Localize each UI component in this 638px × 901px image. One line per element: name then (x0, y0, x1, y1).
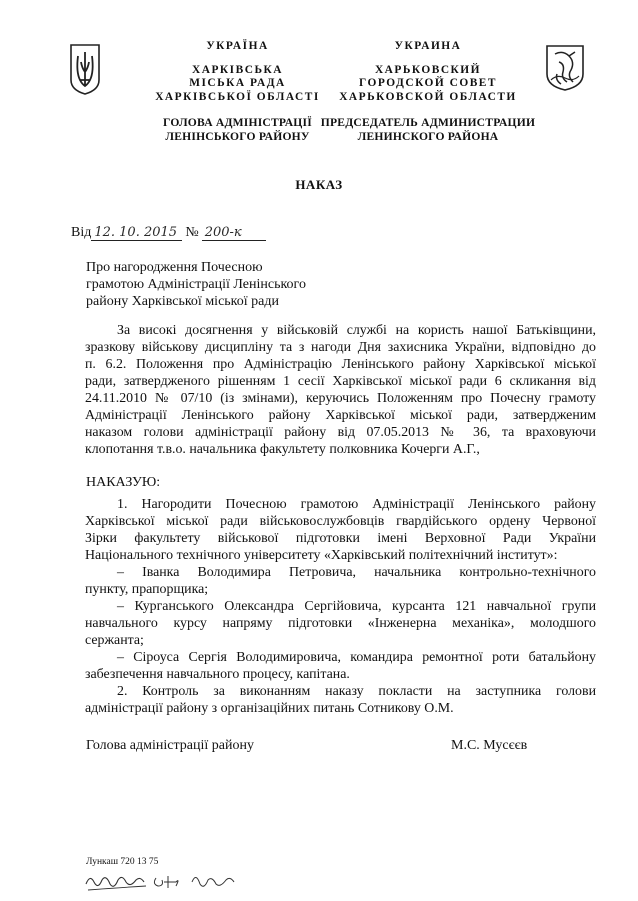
preamble-line: За високі досягнення у військовій службі на користь нашої Батьківщини, (117, 323, 596, 338)
order-number: 200-к (202, 226, 266, 241)
office-line-1-ua: ГОЛОВА АДМІНІСТРАЦІЇ (163, 116, 312, 129)
order-subject (86, 259, 346, 310)
subject-line: Про нагородження Почесною (86, 260, 263, 275)
preamble-line: 24.11.2010 № 07/10 (із змінами), керуючись Положенням про Почесну грамоту (85, 391, 596, 406)
item-line: Зірки факультету військової підготовки імені Верховної Ради України (85, 531, 596, 546)
council-line-3-ua: ХАРКІВСЬКОЇ ОБЛАСТІ (155, 90, 320, 103)
handwritten-signatures (84, 868, 284, 896)
from-label: Від (71, 225, 92, 240)
header-russian (318, 40, 538, 143)
subject-line: грамотою Адміністрації Ленінського (86, 277, 306, 292)
item-line: пункту, прапорщика; (85, 582, 209, 597)
preamble-line: клопотання т.в.о. начальника факультету полковника Кочерги А.Г., (85, 442, 480, 457)
country-name-ua: УКРАЇНА (206, 40, 269, 52)
item-line: – Сіроуса Сергія Володимировича, командира ремонтної роти батальйону (117, 650, 596, 665)
item-line: навчального курсу напряму підготовки «Інженерна механіка», молодшого (85, 616, 596, 631)
council-line-3-ru: ХАРЬКОВСКОЙ ОБЛАСТИ (339, 90, 517, 103)
order-items (85, 496, 596, 717)
preamble-line: наказом голови адміністрації району від 07.05.2013 № 36, та враховуючи (85, 425, 596, 440)
item-line: – Іванка Володимира Петровича, начальника контрольно-технічного (117, 565, 596, 580)
executor-info: Лункаш 720 13 75 (86, 857, 159, 867)
preamble-line: зразкову військову дисципліну та з нагоди Дня захисника України, відповідно до (85, 340, 596, 355)
signatory-position: Голова адміністрації району (86, 738, 254, 753)
subject-line: району Харківської міської ради (86, 294, 279, 309)
item-line: сержанта; (85, 633, 144, 648)
signatory-name: М.С. Мусєєв (451, 738, 528, 753)
item-line: забезпечення навчального процесу, капітана. (85, 667, 350, 682)
kharkiv-city-emblem-icon (545, 44, 585, 92)
preamble-line: ради, затвердженого рішенням 1 сесії Харківської міської ради 6 скликання від (85, 374, 596, 389)
country-name-ru: УКРАИНА (394, 40, 462, 52)
council-line-2-ua: МІСЬКА РАДА (189, 77, 286, 89)
number-label: № (185, 225, 199, 240)
item-line: Національного технічного університету «Харківський політехнічний інститут»: (85, 548, 558, 563)
office-line-1-ru: ПРЕДСЕДАТЕЛЬ АДМИНИСТРАЦИИ (320, 116, 536, 129)
date-number-line (71, 225, 266, 241)
office-line-2-ru: ЛЕНИНСКОГО РАЙОНА (357, 129, 499, 143)
council-line-1-ua: ХАРКІВСЬКА (192, 63, 283, 76)
order-date: 12. 10. 2015 (91, 226, 182, 241)
council-line-1-ru: ХАРЬКОВСКИЙ (374, 63, 482, 76)
trident-emblem-icon (68, 42, 102, 96)
preamble-line: Адміністрації Ленінського району Харківської міської ради, затвердженим (85, 408, 596, 423)
document-title: НАКАЗ (295, 177, 343, 192)
council-line-2-ru: ГОРОДСКОЙ СОВЕТ (359, 77, 497, 89)
item-line: адміністрації району з організаційних питань Сотникову О.М. (85, 701, 454, 716)
order-word: НАКАЗУЮ: (86, 475, 161, 490)
item-line: 2. Контроль за виконанням наказу покласти на заступника голови (117, 684, 596, 699)
preamble-paragraph (85, 322, 596, 458)
item-line: – Курганського Олександра Сергійовича, курсанта 121 навчальної групи (117, 599, 596, 614)
item-line: 1. Нагородити Почесною грамотою Адміністрації Ленінського району (117, 497, 596, 512)
office-line-2-ua: ЛЕНІНСЬКОГО РАЙОНУ (165, 129, 310, 143)
item-line: Харківської міської ради військовослужбовців гвардійського ордену Червоної (85, 514, 596, 529)
preamble-line: п. 6.2. Положення про Адміністрацію Ленінського району Харківської міської (85, 357, 596, 372)
